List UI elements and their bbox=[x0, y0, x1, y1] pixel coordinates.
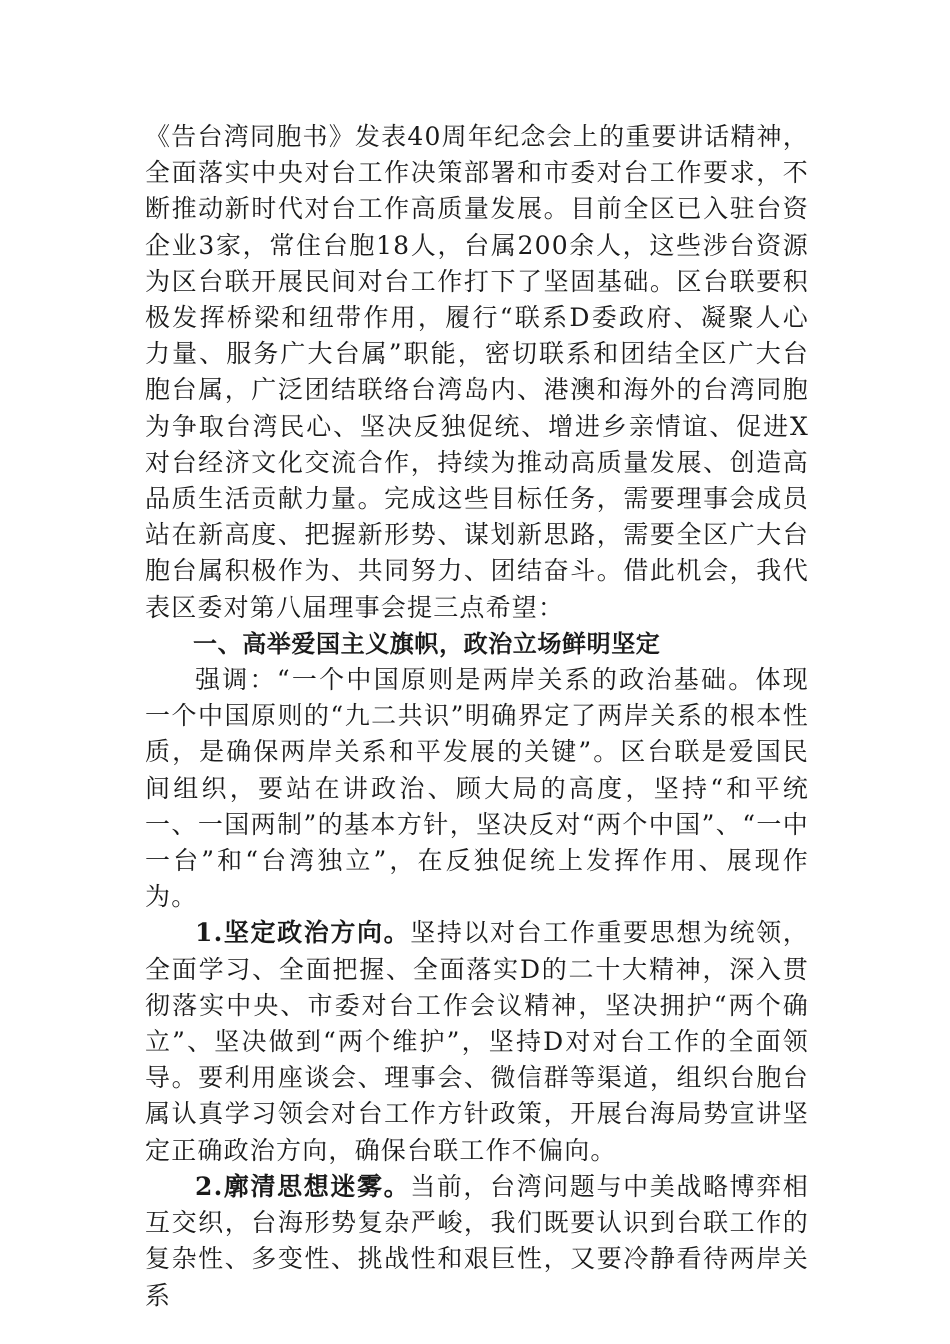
point-one-lead: 1.坚定政治方向。 bbox=[195, 918, 411, 948]
body-paragraph-emphasis: 强调：“一个中国原则是两岸关系的政治基础。体现一个中国原则的“九二共识”明确界定了两岸关系的根本性质，是确保两岸关系和平发展的关键”。区台联是爱国民间组织，要站在讲政治、顾大局的高度，坚持“和平统一、一国两制”的基本方针，坚决反对“两个中国”、“一中一台”和“台湾独立”，在反独促统上发挥作用、展现作为。 bbox=[145, 665, 809, 912]
point-two-lead: 2.廓清思想迷雾。 bbox=[195, 1171, 411, 1201]
section-heading-one: 一、高举爱国主义旗帜，政治立场鲜明坚定 bbox=[193, 629, 661, 658]
body-paragraph-point-one bbox=[145, 915, 809, 1168]
point-two-text: 当前，台湾问题与中美战略博弈相互交织，台海形势复杂严峻，我们既要认识到台联工作的复杂性、多变性、挑战性和艰巨性，又要冷静看待两岸关系 bbox=[145, 1171, 809, 1310]
point-one-text: 坚持以对台工作重要思想为统领，全面学习、全面把握、全面落实D的二十大精神，深入贯彻落实中央、市委对台工作会议精神，坚决拥护“两个确立”、坚决做到“两个维护”，坚持D对对台工作的全面领导。要利用座谈会、理事会、微信群等渠道，组织台胞台属认真学习领会对台工作方针政策，开展台海局势宣讲坚定正确政治方向，确保台联工作不偏向。 bbox=[145, 918, 809, 1165]
body-paragraph-continued: 《告台湾同胞书》发表40周年纪念会上的重要讲话精神，全面落实中央对台工作决策部署和市委对台工作要求，不断推动新时代对台工作高质量发展。目前全区已入驻台资企业3家，常住台胞18人，台属200余人，这些涉台资源为区台联开展民间对台工作打下了坚固基础。区台联要积极发挥桥梁和纽带作用，履行“联系D委政府、凝聚人心力量、服务广大台属”职能，密切联系和团结全区广大台胞台属，广泛团结联络台湾岛内、港澳和海外的台湾同胞为争取台湾民心、坚决反独促统、增进乡亲情谊、促进X对台经济文化交流合作，持续为推动高质量发展、创造高品质生活贡献力量。完成这些目标任务，需要理事会成员站在新高度、把握新形势、谋划新思路，需要全区广大台胞台属积极作为、共同努力、团结奋斗。借此机会，我代表区委对第八届理事会提三点希望： bbox=[145, 122, 809, 622]
body-paragraph-point-two bbox=[145, 1169, 809, 1314]
document-body bbox=[145, 119, 809, 1314]
